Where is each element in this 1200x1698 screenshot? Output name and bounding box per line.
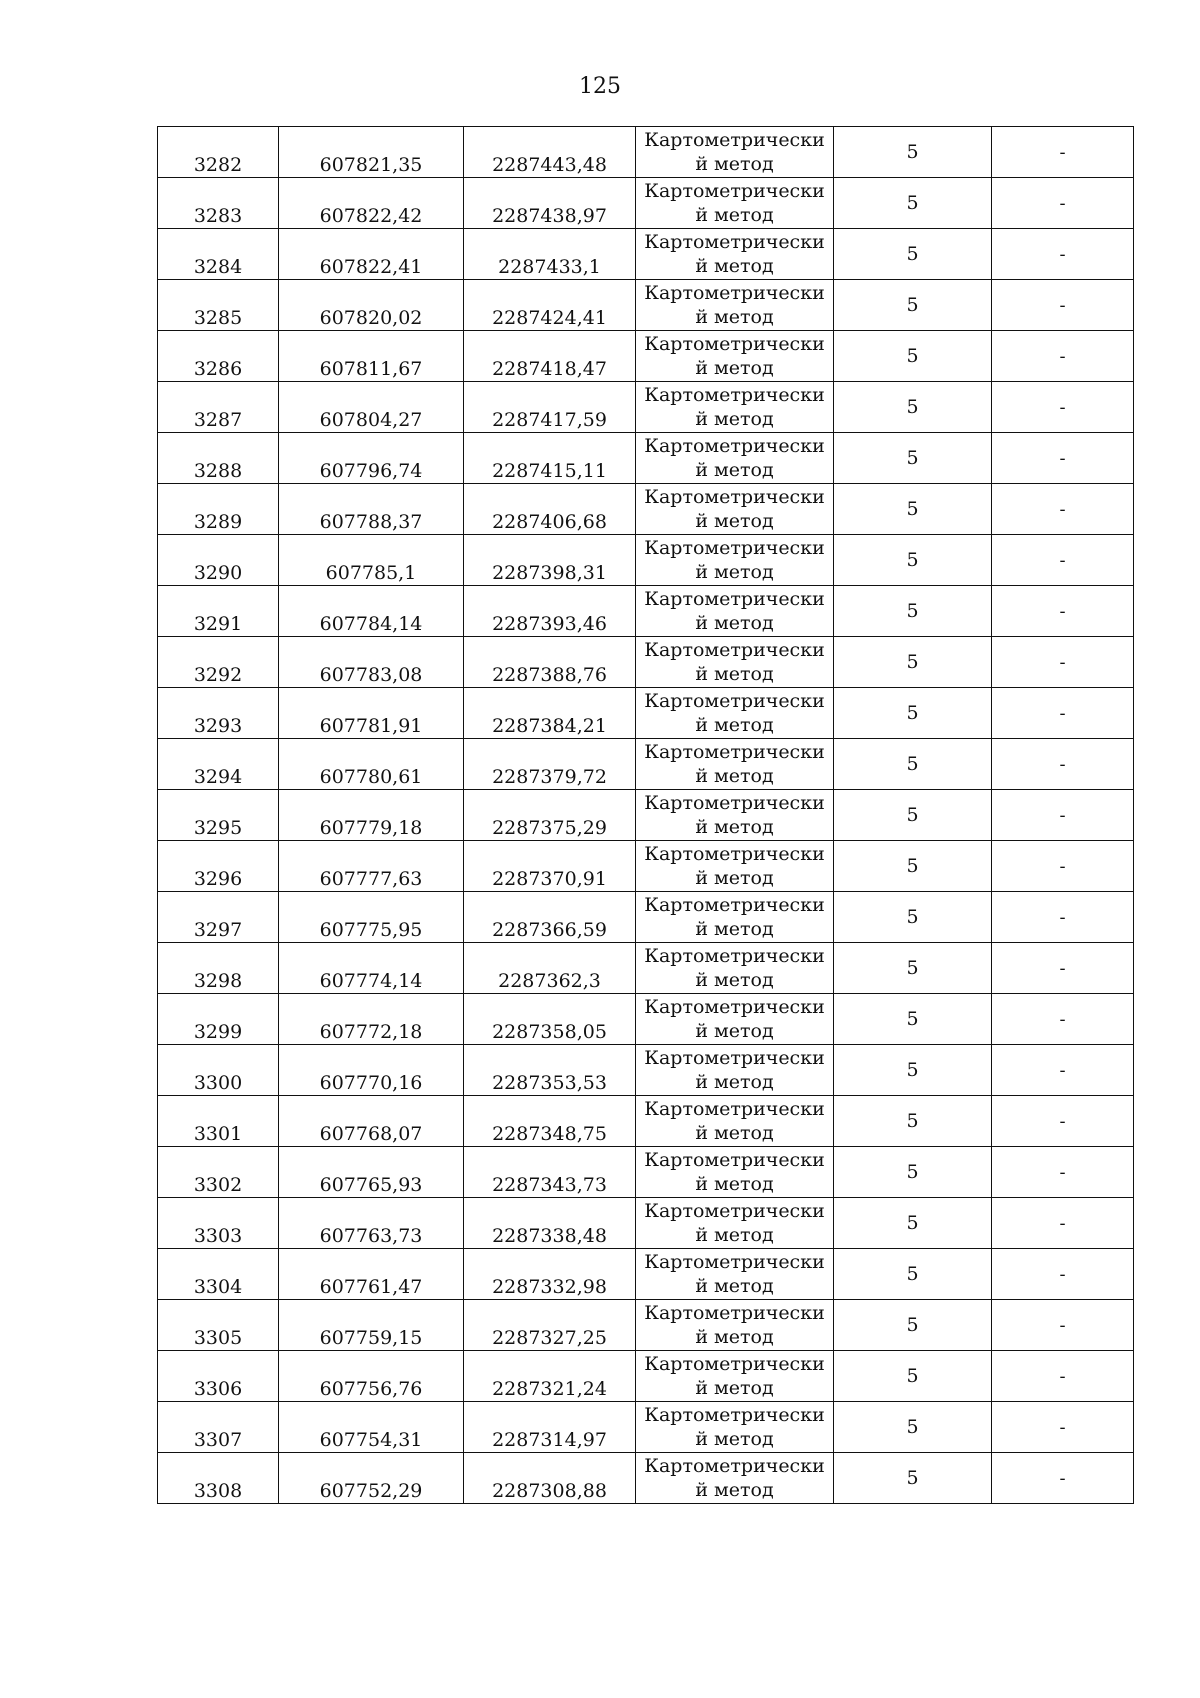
method-text-line-2: й метод bbox=[695, 969, 774, 991]
description-cell bbox=[992, 586, 1134, 637]
table-row bbox=[158, 433, 1134, 484]
description-cell bbox=[992, 892, 1134, 943]
method-text-line-1: Картометрически bbox=[644, 384, 825, 406]
x-coordinate-cell: 607761,47 bbox=[279, 1249, 464, 1300]
y-coordinate-cell: 2287375,29 bbox=[464, 790, 636, 841]
table-row bbox=[158, 892, 1134, 943]
description-cell bbox=[992, 1096, 1134, 1147]
accuracy-cell: 5 bbox=[834, 127, 992, 178]
description-text: - bbox=[1059, 345, 1066, 367]
point-number-cell: 3294 bbox=[158, 739, 279, 790]
method-text-line-1: Картометрически bbox=[644, 843, 825, 865]
table-row bbox=[158, 1249, 1134, 1300]
table-row bbox=[158, 331, 1134, 382]
x-coordinate-cell: 607781,91 bbox=[279, 688, 464, 739]
method-text-line-1: Картометрически bbox=[644, 1149, 825, 1171]
y-coordinate-cell: 2287424,41 bbox=[464, 280, 636, 331]
method-cell bbox=[636, 1045, 834, 1096]
table-row bbox=[158, 1045, 1134, 1096]
method-cell bbox=[636, 1249, 834, 1300]
point-number-cell: 3295 bbox=[158, 790, 279, 841]
description-text: - bbox=[1059, 1161, 1066, 1183]
point-number-cell: 3283 bbox=[158, 178, 279, 229]
point-number-cell: 3306 bbox=[158, 1351, 279, 1402]
x-coordinate-cell: 607775,95 bbox=[279, 892, 464, 943]
point-number-cell: 3301 bbox=[158, 1096, 279, 1147]
point-number-cell: 3285 bbox=[158, 280, 279, 331]
description-text: - bbox=[1059, 1008, 1066, 1030]
accuracy-cell: 5 bbox=[834, 1300, 992, 1351]
x-coordinate-cell: 607754,31 bbox=[279, 1402, 464, 1453]
table-row bbox=[158, 1300, 1134, 1351]
description-text: - bbox=[1059, 906, 1066, 928]
method-text-line-1: Картометрически bbox=[644, 690, 825, 712]
method-text-line-2: й метод bbox=[695, 510, 774, 532]
point-number-cell: 3307 bbox=[158, 1402, 279, 1453]
y-coordinate-cell: 2287362,3 bbox=[464, 943, 636, 994]
table-row bbox=[158, 382, 1134, 433]
method-text-line-1: Картометрически bbox=[644, 180, 825, 202]
method-cell bbox=[636, 1300, 834, 1351]
method-cell bbox=[636, 1147, 834, 1198]
description-cell bbox=[992, 1147, 1134, 1198]
description-cell bbox=[992, 1351, 1134, 1402]
y-coordinate-cell: 2287443,48 bbox=[464, 127, 636, 178]
method-cell bbox=[636, 127, 834, 178]
description-text: - bbox=[1059, 1110, 1066, 1132]
x-coordinate-cell: 607784,14 bbox=[279, 586, 464, 637]
point-number-cell: 3291 bbox=[158, 586, 279, 637]
accuracy-cell: 5 bbox=[834, 637, 992, 688]
method-text-line-1: Картометрически bbox=[644, 588, 825, 610]
x-coordinate-cell: 607768,07 bbox=[279, 1096, 464, 1147]
method-text-line-2: й метод bbox=[695, 1479, 774, 1501]
method-cell bbox=[636, 841, 834, 892]
y-coordinate-cell: 2287388,76 bbox=[464, 637, 636, 688]
table-row bbox=[158, 586, 1134, 637]
y-coordinate-cell: 2287348,75 bbox=[464, 1096, 636, 1147]
x-coordinate-cell: 607765,93 bbox=[279, 1147, 464, 1198]
description-text: - bbox=[1059, 498, 1066, 520]
table-row bbox=[158, 229, 1134, 280]
point-number-cell: 3303 bbox=[158, 1198, 279, 1249]
accuracy-cell: 5 bbox=[834, 1045, 992, 1096]
y-coordinate-cell: 2287366,59 bbox=[464, 892, 636, 943]
method-text-line-1: Картометрически bbox=[644, 1047, 825, 1069]
method-cell bbox=[636, 688, 834, 739]
y-coordinate-cell: 2287418,47 bbox=[464, 331, 636, 382]
page-number: 125 bbox=[579, 74, 621, 99]
table-row bbox=[158, 484, 1134, 535]
description-text: - bbox=[1059, 396, 1066, 418]
description-cell bbox=[992, 484, 1134, 535]
description-text: - bbox=[1059, 1314, 1066, 1336]
method-text-line-2: й метод bbox=[695, 204, 774, 226]
x-coordinate-cell: 607770,16 bbox=[279, 1045, 464, 1096]
y-coordinate-cell: 2287393,46 bbox=[464, 586, 636, 637]
method-text-line-2: й метод bbox=[695, 816, 774, 838]
point-number-cell: 3302 bbox=[158, 1147, 279, 1198]
y-coordinate-cell: 2287338,48 bbox=[464, 1198, 636, 1249]
method-text-line-2: й метод bbox=[695, 612, 774, 634]
description-text: - bbox=[1059, 447, 1066, 469]
x-coordinate-cell: 607777,63 bbox=[279, 841, 464, 892]
method-text-line-1: Картометрически bbox=[644, 1353, 825, 1375]
x-coordinate-cell: 607756,76 bbox=[279, 1351, 464, 1402]
method-text-line-1: Картометрически bbox=[644, 333, 825, 355]
point-number-cell: 3286 bbox=[158, 331, 279, 382]
x-coordinate-cell: 607796,74 bbox=[279, 433, 464, 484]
y-coordinate-cell: 2287308,88 bbox=[464, 1453, 636, 1504]
method-text-line-1: Картометрически bbox=[644, 1455, 825, 1477]
accuracy-cell: 5 bbox=[834, 1351, 992, 1402]
method-cell bbox=[636, 994, 834, 1045]
table-row bbox=[158, 178, 1134, 229]
accuracy-cell: 5 bbox=[834, 229, 992, 280]
description-text: - bbox=[1059, 1467, 1066, 1489]
y-coordinate-cell: 2287321,24 bbox=[464, 1351, 636, 1402]
table-row bbox=[158, 127, 1134, 178]
description-cell bbox=[992, 229, 1134, 280]
description-cell bbox=[992, 127, 1134, 178]
x-coordinate-cell: 607752,29 bbox=[279, 1453, 464, 1504]
method-cell bbox=[636, 178, 834, 229]
point-number-cell: 3282 bbox=[158, 127, 279, 178]
description-text: - bbox=[1059, 804, 1066, 826]
x-coordinate-cell: 607759,15 bbox=[279, 1300, 464, 1351]
description-text: - bbox=[1059, 1416, 1066, 1438]
accuracy-cell: 5 bbox=[834, 739, 992, 790]
method-cell bbox=[636, 739, 834, 790]
table-row bbox=[158, 1096, 1134, 1147]
y-coordinate-cell: 2287417,59 bbox=[464, 382, 636, 433]
accuracy-cell: 5 bbox=[834, 1453, 992, 1504]
method-cell bbox=[636, 382, 834, 433]
description-cell bbox=[992, 178, 1134, 229]
x-coordinate-cell: 607772,18 bbox=[279, 994, 464, 1045]
method-text-line-1: Картометрически bbox=[644, 1098, 825, 1120]
method-cell bbox=[636, 1351, 834, 1402]
method-text-line-1: Картометрически bbox=[644, 537, 825, 559]
point-number-cell: 3293 bbox=[158, 688, 279, 739]
point-number-cell: 3292 bbox=[158, 637, 279, 688]
method-text-line-1: Картометрически bbox=[644, 741, 825, 763]
method-cell bbox=[636, 1096, 834, 1147]
method-text-line-2: й метод bbox=[695, 1377, 774, 1399]
x-coordinate-cell: 607822,41 bbox=[279, 229, 464, 280]
accuracy-cell: 5 bbox=[834, 178, 992, 229]
description-cell bbox=[992, 433, 1134, 484]
method-text-line-2: й метод bbox=[695, 408, 774, 430]
method-cell bbox=[636, 1198, 834, 1249]
method-text-line-1: Картометрически bbox=[644, 945, 825, 967]
description-cell bbox=[992, 688, 1134, 739]
table-row bbox=[158, 637, 1134, 688]
description-text: - bbox=[1059, 855, 1066, 877]
method-cell bbox=[636, 280, 834, 331]
method-text-line-2: й метод bbox=[695, 153, 774, 175]
y-coordinate-cell: 2287406,68 bbox=[464, 484, 636, 535]
accuracy-cell: 5 bbox=[834, 841, 992, 892]
point-number-cell: 3290 bbox=[158, 535, 279, 586]
table-row bbox=[158, 1198, 1134, 1249]
description-cell bbox=[992, 331, 1134, 382]
description-text: - bbox=[1059, 141, 1066, 163]
method-cell bbox=[636, 484, 834, 535]
y-coordinate-cell: 2287433,1 bbox=[464, 229, 636, 280]
method-text-line-2: й метод bbox=[695, 1224, 774, 1246]
point-number-cell: 3297 bbox=[158, 892, 279, 943]
description-text: - bbox=[1059, 1212, 1066, 1234]
accuracy-cell: 5 bbox=[834, 280, 992, 331]
point-number-cell: 3298 bbox=[158, 943, 279, 994]
description-text: - bbox=[1059, 957, 1066, 979]
method-text-line-2: й метод bbox=[695, 1020, 774, 1042]
method-text-line-2: й метод bbox=[695, 357, 774, 379]
description-cell bbox=[992, 739, 1134, 790]
method-text-line-1: Картометрически bbox=[644, 486, 825, 508]
y-coordinate-cell: 2287353,53 bbox=[464, 1045, 636, 1096]
accuracy-cell: 5 bbox=[834, 1198, 992, 1249]
x-coordinate-cell: 607821,35 bbox=[279, 127, 464, 178]
description-text: - bbox=[1059, 549, 1066, 571]
description-cell bbox=[992, 637, 1134, 688]
method-text-line-2: й метод bbox=[695, 663, 774, 685]
accuracy-cell: 5 bbox=[834, 433, 992, 484]
accuracy-cell: 5 bbox=[834, 892, 992, 943]
coordinates-table-body bbox=[158, 127, 1134, 1504]
accuracy-cell: 5 bbox=[834, 535, 992, 586]
method-text-line-1: Картометрически bbox=[644, 894, 825, 916]
x-coordinate-cell: 607774,14 bbox=[279, 943, 464, 994]
point-number-cell: 3287 bbox=[158, 382, 279, 433]
point-number-cell: 3299 bbox=[158, 994, 279, 1045]
description-text: - bbox=[1059, 651, 1066, 673]
method-text-line-1: Картометрически bbox=[644, 1200, 825, 1222]
description-cell bbox=[992, 280, 1134, 331]
accuracy-cell: 5 bbox=[834, 688, 992, 739]
y-coordinate-cell: 2287332,98 bbox=[464, 1249, 636, 1300]
accuracy-cell: 5 bbox=[834, 1402, 992, 1453]
coordinates-table bbox=[157, 126, 1134, 1504]
method-cell bbox=[636, 637, 834, 688]
method-text-line-2: й метод bbox=[695, 714, 774, 736]
x-coordinate-cell: 607763,73 bbox=[279, 1198, 464, 1249]
y-coordinate-cell: 2287358,05 bbox=[464, 994, 636, 1045]
x-coordinate-cell: 607788,37 bbox=[279, 484, 464, 535]
description-cell bbox=[992, 841, 1134, 892]
description-text: - bbox=[1059, 1263, 1066, 1285]
description-cell bbox=[992, 943, 1134, 994]
method-text-line-2: й метод bbox=[695, 306, 774, 328]
method-text-line-2: й метод bbox=[695, 1326, 774, 1348]
method-text-line-1: Картометрически bbox=[644, 435, 825, 457]
x-coordinate-cell: 607822,42 bbox=[279, 178, 464, 229]
accuracy-cell: 5 bbox=[834, 1096, 992, 1147]
method-text-line-2: й метод bbox=[695, 1173, 774, 1195]
x-coordinate-cell: 607785,1 bbox=[279, 535, 464, 586]
description-text: - bbox=[1059, 702, 1066, 724]
accuracy-cell: 5 bbox=[834, 1147, 992, 1198]
point-number-cell: 3304 bbox=[158, 1249, 279, 1300]
table-row bbox=[158, 280, 1134, 331]
table-row bbox=[158, 1402, 1134, 1453]
description-cell bbox=[992, 1300, 1134, 1351]
x-coordinate-cell: 607804,27 bbox=[279, 382, 464, 433]
method-cell bbox=[636, 535, 834, 586]
method-text-line-1: Картометрически bbox=[644, 1404, 825, 1426]
method-text-line-2: й метод bbox=[695, 255, 774, 277]
method-text-line-1: Картометрически bbox=[644, 1251, 825, 1273]
table-row bbox=[158, 790, 1134, 841]
description-cell bbox=[992, 382, 1134, 433]
description-text: - bbox=[1059, 294, 1066, 316]
x-coordinate-cell: 607820,02 bbox=[279, 280, 464, 331]
description-cell bbox=[992, 790, 1134, 841]
point-number-cell: 3289 bbox=[158, 484, 279, 535]
table-row bbox=[158, 1147, 1134, 1198]
accuracy-cell: 5 bbox=[834, 790, 992, 841]
method-cell bbox=[636, 892, 834, 943]
y-coordinate-cell: 2287314,97 bbox=[464, 1402, 636, 1453]
method-text-line-1: Картометрически bbox=[644, 129, 825, 151]
x-coordinate-cell: 607779,18 bbox=[279, 790, 464, 841]
accuracy-cell: 5 bbox=[834, 382, 992, 433]
method-text-line-1: Картометрически bbox=[644, 996, 825, 1018]
table-row bbox=[158, 841, 1134, 892]
method-text-line-2: й метод bbox=[695, 1122, 774, 1144]
description-cell bbox=[992, 1045, 1134, 1096]
description-cell bbox=[992, 1249, 1134, 1300]
y-coordinate-cell: 2287415,11 bbox=[464, 433, 636, 484]
table-row bbox=[158, 1453, 1134, 1504]
description-cell bbox=[992, 1198, 1134, 1249]
point-number-cell: 3308 bbox=[158, 1453, 279, 1504]
x-coordinate-cell: 607780,61 bbox=[279, 739, 464, 790]
method-cell bbox=[636, 1402, 834, 1453]
method-text-line-2: й метод bbox=[695, 561, 774, 583]
y-coordinate-cell: 2287370,91 bbox=[464, 841, 636, 892]
accuracy-cell: 5 bbox=[834, 331, 992, 382]
point-number-cell: 3300 bbox=[158, 1045, 279, 1096]
point-number-cell: 3284 bbox=[158, 229, 279, 280]
method-text-line-2: й метод bbox=[695, 918, 774, 940]
table-row bbox=[158, 739, 1134, 790]
description-text: - bbox=[1059, 1059, 1066, 1081]
description-cell bbox=[992, 1402, 1134, 1453]
method-text-line-1: Картометрически bbox=[644, 231, 825, 253]
method-cell bbox=[636, 943, 834, 994]
method-cell bbox=[636, 433, 834, 484]
method-text-line-1: Картометрически bbox=[644, 1302, 825, 1324]
description-cell bbox=[992, 1453, 1134, 1504]
y-coordinate-cell: 2287438,97 bbox=[464, 178, 636, 229]
method-cell bbox=[636, 586, 834, 637]
method-cell bbox=[636, 790, 834, 841]
description-cell bbox=[992, 535, 1134, 586]
description-text: - bbox=[1059, 243, 1066, 265]
method-text-line-1: Картометрически bbox=[644, 792, 825, 814]
accuracy-cell: 5 bbox=[834, 586, 992, 637]
x-coordinate-cell: 607783,08 bbox=[279, 637, 464, 688]
x-coordinate-cell: 607811,67 bbox=[279, 331, 464, 382]
table-row bbox=[158, 535, 1134, 586]
accuracy-cell: 5 bbox=[834, 484, 992, 535]
method-cell bbox=[636, 1453, 834, 1504]
description-text: - bbox=[1059, 1365, 1066, 1387]
point-number-cell: 3288 bbox=[158, 433, 279, 484]
method-text-line-2: й метод bbox=[695, 459, 774, 481]
y-coordinate-cell: 2287384,21 bbox=[464, 688, 636, 739]
method-text-line-2: й метод bbox=[695, 1071, 774, 1093]
y-coordinate-cell: 2287327,25 bbox=[464, 1300, 636, 1351]
table-row bbox=[158, 943, 1134, 994]
description-text: - bbox=[1059, 753, 1066, 775]
table-row bbox=[158, 688, 1134, 739]
accuracy-cell: 5 bbox=[834, 943, 992, 994]
method-cell bbox=[636, 229, 834, 280]
method-text-line-2: й метод bbox=[695, 765, 774, 787]
y-coordinate-cell: 2287398,31 bbox=[464, 535, 636, 586]
description-cell bbox=[992, 994, 1134, 1045]
method-text-line-1: Картометрически bbox=[644, 639, 825, 661]
table-row bbox=[158, 1351, 1134, 1402]
description-text: - bbox=[1059, 600, 1066, 622]
point-number-cell: 3296 bbox=[158, 841, 279, 892]
accuracy-cell: 5 bbox=[834, 1249, 992, 1300]
method-text-line-1: Картометрически bbox=[644, 282, 825, 304]
method-text-line-2: й метод bbox=[695, 1428, 774, 1450]
point-number-cell: 3305 bbox=[158, 1300, 279, 1351]
y-coordinate-cell: 2287379,72 bbox=[464, 739, 636, 790]
method-text-line-2: й метод bbox=[695, 867, 774, 889]
method-text-line-2: й метод bbox=[695, 1275, 774, 1297]
description-text: - bbox=[1059, 192, 1066, 214]
method-cell bbox=[636, 331, 834, 382]
accuracy-cell: 5 bbox=[834, 994, 992, 1045]
y-coordinate-cell: 2287343,73 bbox=[464, 1147, 636, 1198]
table-row bbox=[158, 994, 1134, 1045]
